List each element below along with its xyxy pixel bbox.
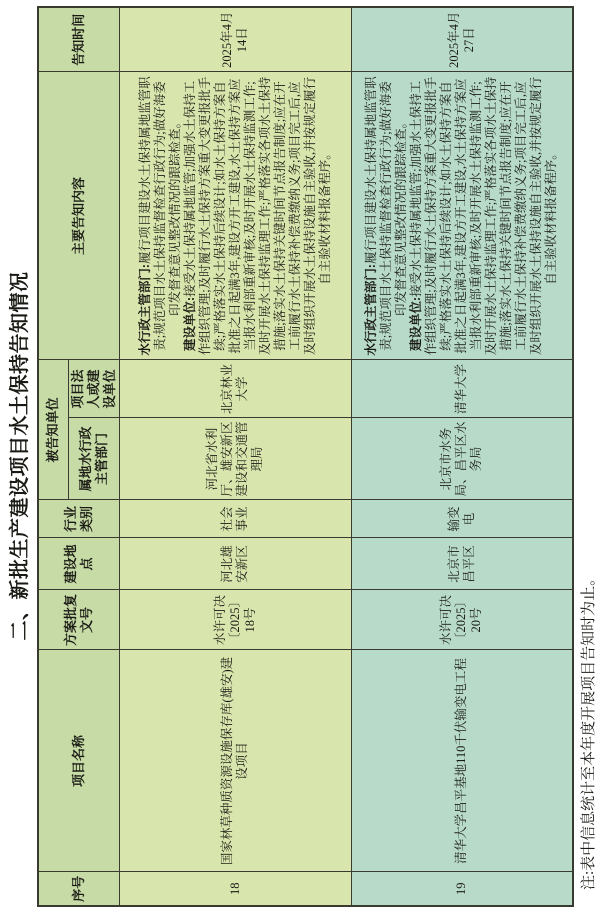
cell-serial: 18 [119,872,351,906]
content-text: 接受水土保持属地监管;加强水土保持工作组织管理;及时履行水土保持方案重大变更报批手续;严格落实水土保持后续设计;如水土保持方案自批准之日起满3年,建设方开工建设,水土保持方案应当报水利部重新审核;及时开展水土保持监测工作;及时开展水土保持监理工作;严格落实各项水土保持措施;落实水土保持关键时间节点报告制度;应在开工前履行水土保持补偿费缴纳义务;项目完工后,应及时组织开展水土保持设施自主验收,并按规定履行自主验收材料报备程序。 [182,76,332,356]
content-paragraph [364,75,409,356]
cell-location: 河北雄安新区 [119,538,351,590]
col-header-project-name: 项目名称 [38,650,119,872]
content-label: 水行政主管部门: [364,263,379,356]
col-header-legal-person: 项目法人或建设单位 [68,360,119,418]
cell-approval-doc-no: 水许可决〔2025〕18号 [119,590,351,650]
content-label: 水行政主管部门: [137,263,152,356]
col-header-location: 建设地点 [38,538,119,590]
content-paragraph [138,75,183,356]
table-footnote: 注:表中信息统计至本年度开展项目告知时为止。 [581,570,597,890]
col-header-water-admin-dept: 属地水行政主管部门 [68,418,119,500]
cell-industry: 社会事业 [119,500,351,538]
cell-serial: 19 [351,872,573,906]
content-text: 接受水土保持属地监管;加强水土保持工作组织管理;及时履行水土保持方案重大变更报批手续;严格落实水土保持后续设计;如水土保持方案自批准之日起满3年,建设方开工建设,水土保持方案应当报水利部重新审核;及时开展水土保持监测工作;及时开展水土保持监理工作;严格落实各项水土保持措施;落实水土保持关键时间节点报告制度;应在开工前履行水土保持补偿费缴纳义务;项目完工后,应及时组织开展水土保持设施自主验收,并按规定履行自主验收材料报备程序。 [409,76,559,356]
cell-project-name: 国家林草种质资源设施保存库(雄安)建设项目 [119,650,351,872]
cell-legal-person: 北京林业大学 [119,360,351,418]
col-header-industry: 行业类别 [38,500,119,538]
cell-approval-doc-no: 水许可决〔2025〕20号 [351,590,573,650]
col-header-approval-doc-no: 方案批复文号 [38,590,119,650]
content-label: 建设单位: [409,296,424,352]
cell-notify-date: 2025年4月14日 [119,7,351,72]
cell-main-content [351,72,573,360]
content-text: 履行项目建设水土保持属地监管职责;规范项目水土保持监督检查行政行为;做好海委印发督查意见整改情况的跟踪检查。 [137,76,182,351]
cell-industry: 输变电 [351,500,573,538]
cell-location: 北京市昌平区 [351,538,573,590]
col-header-serial: 序号 [38,872,119,906]
col-header-main-content: 主要告知内容 [38,72,119,360]
section-title: 二、新批生产建设项目水土保持告知情况 [9,271,31,641]
cell-notify-date: 2025年4月27日 [351,7,573,72]
col-header-notified-units: 被告知单位 [38,360,68,500]
cell-main-content [119,72,351,360]
content-paragraph [183,75,333,356]
cell-water-admin-dept: 河北省水利厅、雄安新区建设和交通管理局 [119,418,351,500]
cell-legal-person: 清华大学 [351,360,573,418]
content-label: 建设单位: [182,296,197,352]
content-text: 履行项目建设水土保持属地监管职责;规范项目水土保持监督检查行政行为;做好海委印发督查意见整改情况的跟踪检查。 [364,76,409,351]
cell-water-admin-dept: 北京市水务局、昌平区水务局 [351,418,573,500]
header-row-1 [38,7,68,906]
col-header-notify-date: 告知时间 [38,7,119,72]
cell-project-name: 清华大学昌平基地110千伏输变电工程 [351,650,573,872]
table-row [351,7,573,906]
soil-water-notification-table [37,6,574,907]
content-paragraph [409,75,559,356]
table-row [119,7,351,906]
